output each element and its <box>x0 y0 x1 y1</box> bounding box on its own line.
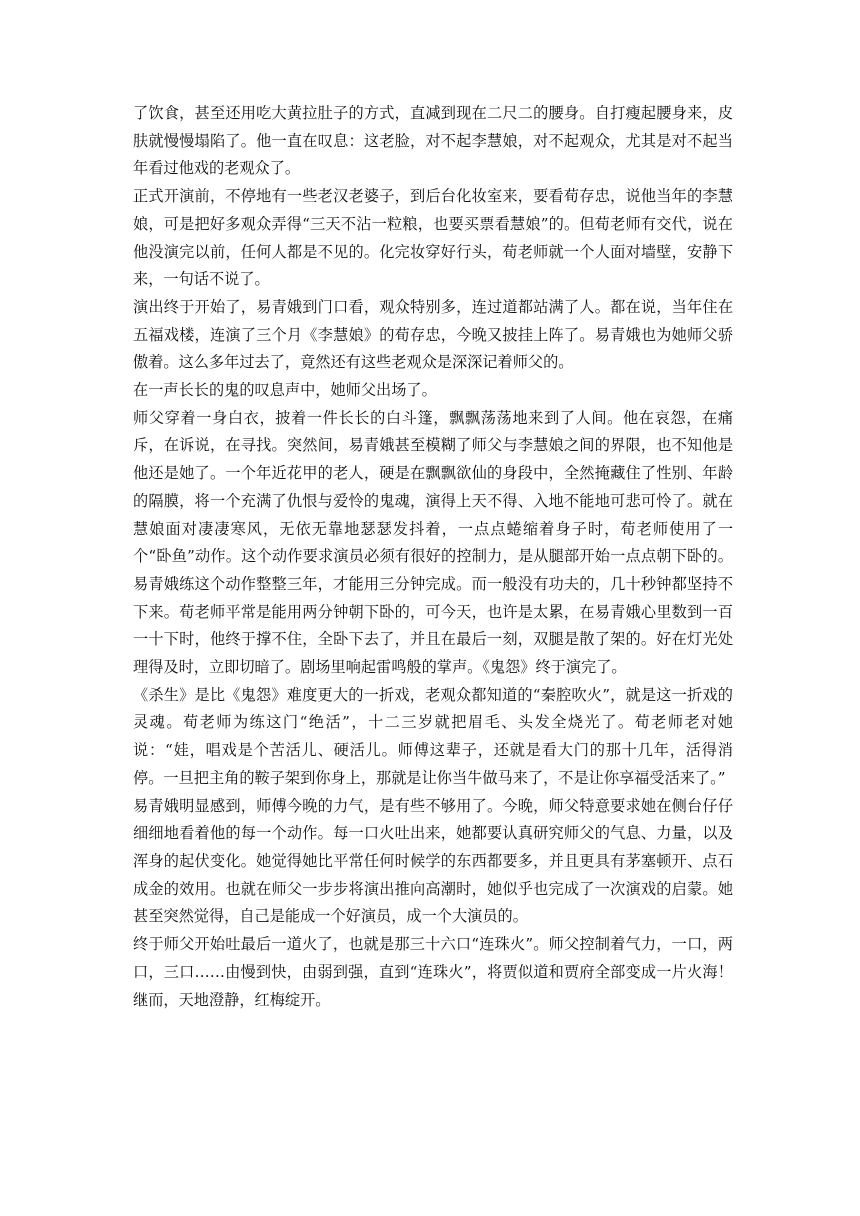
paragraph-1: 了饮食，甚至还用吃大黄拉肚子的方式，直减到现在二尺二的腰身。自打瘦起腰身来，皮肤就慢慢塌陷了。他一直在叹息：这老脸，对不起李慧娘，对不起观众，尤其是对不起当年看过他戏的老观众了。 <box>133 104 733 178</box>
paragraph-4: 在一声长长的鬼的叹息声中，她师父出场了。 <box>133 381 437 400</box>
paragraph-5: 师父穿着一身白衣，披着一件长长的白斗篷，飘飘荡荡地来到了人间。他在哀怨，在痛斥，在诉说，在寻找。突然间，易青娥甚至模糊了师父与李慧娘之间的界限，也不知他是他还是她了。一个年近花甲的老人，硬是在飘飘欲仙的身段中，全然掩藏住了性别、年龄的隔膜，将一个充满了仇恨与爱怜的鬼魂，演得上天不得、入地不能地可悲可怜了。就在慧娘面对凄凄寒风，无依无靠地瑟瑟发抖着，一点点蜷缩着身子时，荀老师使用了一个“卧鱼”动作。这个动作要求演员必须有很好的控制力，是从腿部开始一点点朝下卧的。易青娥练这个动作整整三年，才能用三分钟完成。而一般没有功夫的，几十秒钟都坚持不下来。荀老师平常是能用两分钟朝下卧的，可今天，也许是太累，在易青娥心里数到一百一十下时，他终于撑不住，全卧下去了，并且在最后一刻，双腿是散了架的。好在灯光处理得及时，立即切暗了。剧场里响起雷鸣般的掌声。《鬼怨》终于演完了。 <box>133 408 733 677</box>
paragraph-8: 终于师父开始吐最后一道火了，也就是那三十六口“连珠火”。师父控制着气力，一口，两口，三口……由慢到快，由弱到强，直到“连珠火”，将贾似道和贾府全部变成一片火海！继而，天地澄静，红梅绽开。 <box>133 935 733 1009</box>
paragraph-6: 《杀生》是比《鬼怨》难度更大的一折戏，老观众都知道的“秦腔吹火”，就是这一折戏的灵魂。荀老师为练这门“绝活”，十二三岁就把眉毛、头发全烧光了。荀老师老对她说：“娃，唱戏是个苦活儿、硬活儿。师傅这辈子，还就是看大门的那十几年，活得消停。一旦把主角的鞍子架到你身上，那就是让你当牛做马来了，不是让你享福受活来了。” <box>133 685 733 787</box>
document-body <box>133 100 733 1014</box>
paragraph-2: 正式开演前，不停地有一些老汉老婆子，到后台化妆室来，要看荀存忠，说他当年的李慧娘，可是把好多观众弄得“三天不沾一粒粮，也要买票看慧娘”的。但荀老师有交代，说在他没演完以前，任何人都是不见的。化完妆穿好行头，荀老师就一个人面对墙壁，安静下来，一句话不说了。 <box>133 187 733 289</box>
paragraph-7: 易青娥明显感到，师傅今晚的力气，是有些不够用了。今晚，师父特意要求她在侧台仔仔细细地看着他的每一个动作。每一口火吐出来，她都要认真研究师父的气息、力量，以及浑身的起伏变化。她觉得她比平常任何时候学的东西都要多，并且更具有茅塞顿开、点石成金的效用。也就在师父一步步将演出推向高潮时，她似乎也完成了一次演戏的启蒙。她甚至突然觉得，自己是能成一个好演员，成一个大演员的。 <box>133 796 733 926</box>
paragraph-3: 演出终于开始了，易青娥到门口看，观众特别多，连过道都站满了人。都在说，当年住在五福戏楼，连演了三个月《李慧娘》的荀存忠，今晚又披挂上阵了。易青娥也为她师父骄傲着。这么多年过去了，竟然还有这些老观众是深深记着师父的。 <box>133 297 733 372</box>
